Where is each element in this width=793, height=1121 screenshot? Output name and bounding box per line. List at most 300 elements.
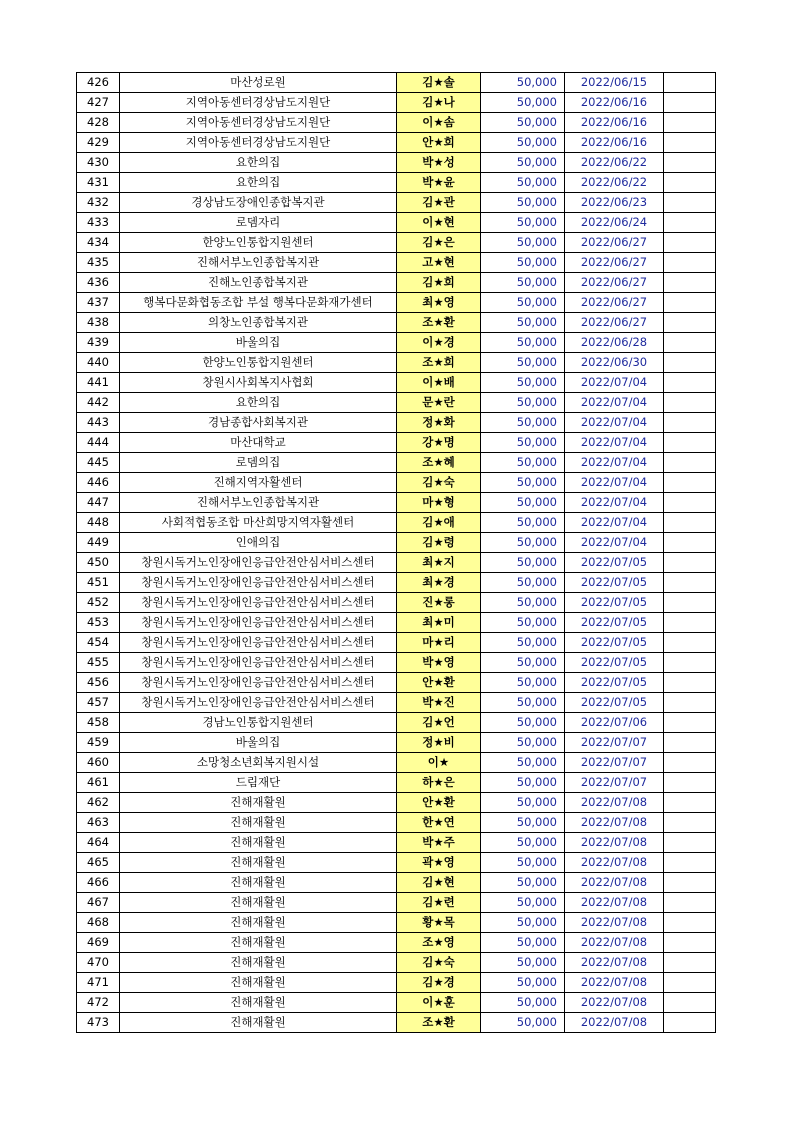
date-cell: 2022/06/23 — [565, 193, 664, 213]
row-number-cell: 452 — [77, 593, 120, 613]
blank-cell — [664, 133, 716, 153]
amount-cell: 50,000 — [481, 533, 565, 553]
organization-cell: 창원시독거노인장애인응급안전안심서비스센터 — [120, 673, 397, 693]
row-number-cell: 467 — [77, 893, 120, 913]
date-cell: 2022/07/05 — [565, 673, 664, 693]
amount-cell: 50,000 — [481, 973, 565, 993]
organization-cell: 진해노인종합복지관 — [120, 273, 397, 293]
recipient-name-cell: 김★언 — [397, 713, 481, 733]
blank-cell — [664, 753, 716, 773]
recipient-name-cell: 김★련 — [397, 893, 481, 913]
date-cell: 2022/07/05 — [565, 693, 664, 713]
date-cell: 2022/06/27 — [565, 313, 664, 333]
amount-cell: 50,000 — [481, 73, 565, 93]
row-number-cell: 460 — [77, 753, 120, 773]
blank-cell — [664, 293, 716, 313]
table-body — [77, 73, 716, 1033]
amount-cell: 50,000 — [481, 913, 565, 933]
organization-cell: 로뎀의집 — [120, 453, 397, 473]
date-cell: 2022/07/06 — [565, 713, 664, 733]
amount-cell: 50,000 — [481, 593, 565, 613]
recipient-name-cell: 정★화 — [397, 413, 481, 433]
recipient-name-cell: 김★관 — [397, 193, 481, 213]
amount-cell: 50,000 — [481, 333, 565, 353]
row-number-cell: 430 — [77, 153, 120, 173]
table-row — [77, 213, 716, 233]
table-row — [77, 133, 716, 153]
organization-cell: 진해재활원 — [120, 1013, 397, 1033]
row-number-cell: 465 — [77, 853, 120, 873]
date-cell: 2022/07/04 — [565, 433, 664, 453]
organization-cell: 진해재활원 — [120, 993, 397, 1013]
recipient-name-cell: 이★배 — [397, 373, 481, 393]
row-number-cell: 456 — [77, 673, 120, 693]
date-cell: 2022/07/04 — [565, 373, 664, 393]
amount-cell: 50,000 — [481, 373, 565, 393]
amount-cell: 50,000 — [481, 573, 565, 593]
table-row — [77, 173, 716, 193]
organization-cell: 경남노인통합지원센터 — [120, 713, 397, 733]
row-number-cell: 433 — [77, 213, 120, 233]
table-row — [77, 733, 716, 753]
organization-cell: 창원시독거노인장애인응급안전안심서비스센터 — [120, 593, 397, 613]
organization-cell: 인애의집 — [120, 533, 397, 553]
blank-cell — [664, 893, 716, 913]
organization-cell: 진해재활원 — [120, 873, 397, 893]
table-row — [77, 613, 716, 633]
date-cell: 2022/06/30 — [565, 353, 664, 373]
amount-cell: 50,000 — [481, 433, 565, 453]
date-cell: 2022/07/08 — [565, 933, 664, 953]
blank-cell — [664, 233, 716, 253]
amount-cell: 50,000 — [481, 253, 565, 273]
organization-cell: 사회적협동조합 마산희망지역자활센터 — [120, 513, 397, 533]
amount-cell: 50,000 — [481, 753, 565, 773]
organization-cell: 창원시독거노인장애인응급안전안심서비스센터 — [120, 653, 397, 673]
row-number-cell: 440 — [77, 353, 120, 373]
amount-cell: 50,000 — [481, 213, 565, 233]
date-cell: 2022/07/08 — [565, 993, 664, 1013]
table-row — [77, 533, 716, 553]
table-row — [77, 513, 716, 533]
blank-cell — [664, 613, 716, 633]
amount-cell: 50,000 — [481, 773, 565, 793]
date-cell: 2022/07/08 — [565, 873, 664, 893]
recipient-name-cell: 강★명 — [397, 433, 481, 453]
table-row — [77, 113, 716, 133]
table-row — [77, 833, 716, 853]
row-number-cell: 431 — [77, 173, 120, 193]
organization-cell: 진해재활원 — [120, 893, 397, 913]
organization-cell: 진해재활원 — [120, 793, 397, 813]
table-row — [77, 813, 716, 833]
amount-cell: 50,000 — [481, 153, 565, 173]
table-row — [77, 893, 716, 913]
recipient-name-cell: 박★윤 — [397, 173, 481, 193]
row-number-cell: 443 — [77, 413, 120, 433]
date-cell: 2022/07/07 — [565, 733, 664, 753]
organization-cell: 진해서부노인종합복지관 — [120, 493, 397, 513]
date-cell: 2022/06/28 — [565, 333, 664, 353]
organization-cell: 창원시사회복지사협회 — [120, 373, 397, 393]
row-number-cell: 441 — [77, 373, 120, 393]
date-cell: 2022/06/16 — [565, 93, 664, 113]
row-number-cell: 447 — [77, 493, 120, 513]
table-row — [77, 553, 716, 573]
table-row — [77, 273, 716, 293]
date-cell: 2022/06/27 — [565, 253, 664, 273]
blank-cell — [664, 413, 716, 433]
blank-cell — [664, 573, 716, 593]
row-number-cell: 454 — [77, 633, 120, 653]
recipient-name-cell: 조★혜 — [397, 453, 481, 473]
blank-cell — [664, 733, 716, 753]
amount-cell: 50,000 — [481, 833, 565, 853]
table-row — [77, 293, 716, 313]
date-cell: 2022/06/27 — [565, 233, 664, 253]
amount-cell: 50,000 — [481, 813, 565, 833]
organization-cell: 경남종합사회복지관 — [120, 413, 397, 433]
organization-cell: 의창노인종합복지관 — [120, 313, 397, 333]
row-number-cell: 438 — [77, 313, 120, 333]
organization-cell: 진해재활원 — [120, 913, 397, 933]
date-cell: 2022/07/04 — [565, 413, 664, 433]
organization-cell: 진해지역자활센터 — [120, 473, 397, 493]
date-cell: 2022/07/04 — [565, 393, 664, 413]
amount-cell: 50,000 — [481, 733, 565, 753]
table-row — [77, 493, 716, 513]
blank-cell — [664, 153, 716, 173]
table-row — [77, 73, 716, 93]
blank-cell — [664, 793, 716, 813]
blank-cell — [664, 473, 716, 493]
date-cell: 2022/07/08 — [565, 953, 664, 973]
amount-cell: 50,000 — [481, 693, 565, 713]
date-cell: 2022/06/16 — [565, 113, 664, 133]
date-cell: 2022/07/08 — [565, 913, 664, 933]
recipient-name-cell: 최★영 — [397, 293, 481, 313]
blank-cell — [664, 513, 716, 533]
organization-cell: 바울의집 — [120, 733, 397, 753]
table-row — [77, 193, 716, 213]
table-row — [77, 713, 716, 733]
row-number-cell: 458 — [77, 713, 120, 733]
date-cell: 2022/07/08 — [565, 853, 664, 873]
organization-cell: 창원시독거노인장애인응급안전안심서비스센터 — [120, 633, 397, 653]
organization-cell: 지역아동센터경상남도지원단 — [120, 133, 397, 153]
blank-cell — [664, 853, 716, 873]
organization-cell: 지역아동센터경상남도지원단 — [120, 113, 397, 133]
amount-cell: 50,000 — [481, 1013, 565, 1033]
blank-cell — [664, 173, 716, 193]
row-number-cell: 464 — [77, 833, 120, 853]
table-row — [77, 1013, 716, 1033]
table-row — [77, 253, 716, 273]
amount-cell: 50,000 — [481, 513, 565, 533]
row-number-cell: 437 — [77, 293, 120, 313]
table-row — [77, 373, 716, 393]
blank-cell — [664, 993, 716, 1013]
blank-cell — [664, 193, 716, 213]
amount-cell: 50,000 — [481, 93, 565, 113]
organization-cell: 드림재단 — [120, 773, 397, 793]
donation-table — [76, 72, 716, 1033]
row-number-cell: 451 — [77, 573, 120, 593]
date-cell: 2022/06/16 — [565, 133, 664, 153]
row-number-cell: 463 — [77, 813, 120, 833]
blank-cell — [664, 933, 716, 953]
row-number-cell: 455 — [77, 653, 120, 673]
row-number-cell: 469 — [77, 933, 120, 953]
amount-cell: 50,000 — [481, 873, 565, 893]
table-row — [77, 693, 716, 713]
table-row — [77, 353, 716, 373]
blank-cell — [664, 553, 716, 573]
table-row — [77, 873, 716, 893]
organization-cell: 지역아동센터경상남도지원단 — [120, 93, 397, 113]
table-row — [77, 93, 716, 113]
amount-cell: 50,000 — [481, 993, 565, 1013]
date-cell: 2022/07/04 — [565, 513, 664, 533]
recipient-name-cell: 이★ — [397, 753, 481, 773]
row-number-cell: 450 — [77, 553, 120, 573]
row-number-cell: 435 — [77, 253, 120, 273]
recipient-name-cell: 최★미 — [397, 613, 481, 633]
organization-cell: 진해재활원 — [120, 833, 397, 853]
recipient-name-cell: 문★란 — [397, 393, 481, 413]
organization-cell: 한양노인통합지원센터 — [120, 233, 397, 253]
organization-cell: 창원시독거노인장애인응급안전안심서비스센터 — [120, 613, 397, 633]
date-cell: 2022/07/08 — [565, 973, 664, 993]
row-number-cell: 436 — [77, 273, 120, 293]
date-cell: 2022/06/27 — [565, 293, 664, 313]
recipient-name-cell: 하★은 — [397, 773, 481, 793]
date-cell: 2022/07/08 — [565, 833, 664, 853]
organization-cell: 마산대학교 — [120, 433, 397, 453]
amount-cell: 50,000 — [481, 893, 565, 913]
table-row — [77, 913, 716, 933]
row-number-cell: 457 — [77, 693, 120, 713]
recipient-name-cell: 김★현 — [397, 873, 481, 893]
row-number-cell: 468 — [77, 913, 120, 933]
table-row — [77, 153, 716, 173]
amount-cell: 50,000 — [481, 633, 565, 653]
table-row — [77, 653, 716, 673]
amount-cell: 50,000 — [481, 673, 565, 693]
organization-cell: 진해서부노인종합복지관 — [120, 253, 397, 273]
row-number-cell: 428 — [77, 113, 120, 133]
table-row — [77, 973, 716, 993]
recipient-name-cell: 정★비 — [397, 733, 481, 753]
blank-cell — [664, 93, 716, 113]
amount-cell: 50,000 — [481, 933, 565, 953]
recipient-name-cell: 김★령 — [397, 533, 481, 553]
date-cell: 2022/07/04 — [565, 493, 664, 513]
table-row — [77, 953, 716, 973]
organization-cell: 진해재활원 — [120, 973, 397, 993]
row-number-cell: 470 — [77, 953, 120, 973]
row-number-cell: 462 — [77, 793, 120, 813]
date-cell: 2022/07/05 — [565, 553, 664, 573]
blank-cell — [664, 693, 716, 713]
amount-cell: 50,000 — [481, 713, 565, 733]
organization-cell: 창원시독거노인장애인응급안전안심서비스센터 — [120, 573, 397, 593]
blank-cell — [664, 1013, 716, 1033]
date-cell: 2022/06/24 — [565, 213, 664, 233]
amount-cell: 50,000 — [481, 653, 565, 673]
table-row — [77, 633, 716, 653]
date-cell: 2022/07/05 — [565, 653, 664, 673]
amount-cell: 50,000 — [481, 133, 565, 153]
row-number-cell: 471 — [77, 973, 120, 993]
blank-cell — [664, 273, 716, 293]
amount-cell: 50,000 — [481, 413, 565, 433]
blank-cell — [664, 973, 716, 993]
blank-cell — [664, 833, 716, 853]
blank-cell — [664, 953, 716, 973]
blank-cell — [664, 373, 716, 393]
date-cell: 2022/07/05 — [565, 613, 664, 633]
blank-cell — [664, 493, 716, 513]
date-cell: 2022/07/08 — [565, 1013, 664, 1033]
recipient-name-cell: 박★주 — [397, 833, 481, 853]
organization-cell: 요한의집 — [120, 153, 397, 173]
date-cell: 2022/06/22 — [565, 153, 664, 173]
amount-cell: 50,000 — [481, 273, 565, 293]
recipient-name-cell: 황★목 — [397, 913, 481, 933]
table-row — [77, 333, 716, 353]
blank-cell — [664, 313, 716, 333]
row-number-cell: 426 — [77, 73, 120, 93]
date-cell: 2022/07/04 — [565, 473, 664, 493]
table-row — [77, 413, 716, 433]
date-cell: 2022/06/22 — [565, 173, 664, 193]
blank-cell — [664, 653, 716, 673]
table-row — [77, 933, 716, 953]
blank-cell — [664, 453, 716, 473]
organization-cell: 한양노인통합지원센터 — [120, 353, 397, 373]
organization-cell: 요한의집 — [120, 393, 397, 413]
recipient-name-cell: 이★솜 — [397, 113, 481, 133]
amount-cell: 50,000 — [481, 473, 565, 493]
date-cell: 2022/06/15 — [565, 73, 664, 93]
table-row — [77, 773, 716, 793]
blank-cell — [664, 393, 716, 413]
recipient-name-cell: 한★연 — [397, 813, 481, 833]
date-cell: 2022/07/05 — [565, 633, 664, 653]
row-number-cell: 432 — [77, 193, 120, 213]
recipient-name-cell: 최★경 — [397, 573, 481, 593]
blank-cell — [664, 873, 716, 893]
recipient-name-cell: 진★롱 — [397, 593, 481, 613]
amount-cell: 50,000 — [481, 553, 565, 573]
date-cell: 2022/07/08 — [565, 793, 664, 813]
recipient-name-cell: 마★형 — [397, 493, 481, 513]
table-row — [77, 853, 716, 873]
blank-cell — [664, 333, 716, 353]
recipient-name-cell: 김★희 — [397, 273, 481, 293]
amount-cell: 50,000 — [481, 293, 565, 313]
amount-cell: 50,000 — [481, 613, 565, 633]
date-cell: 2022/07/07 — [565, 773, 664, 793]
date-cell: 2022/07/05 — [565, 573, 664, 593]
row-number-cell: 459 — [77, 733, 120, 753]
amount-cell: 50,000 — [481, 953, 565, 973]
row-number-cell: 473 — [77, 1013, 120, 1033]
organization-cell: 진해재활원 — [120, 933, 397, 953]
recipient-name-cell: 안★환 — [397, 673, 481, 693]
amount-cell: 50,000 — [481, 313, 565, 333]
organization-cell: 로뎀자리 — [120, 213, 397, 233]
row-number-cell: 444 — [77, 433, 120, 453]
blank-cell — [664, 433, 716, 453]
organization-cell: 경상남도장애인종합복지관 — [120, 193, 397, 213]
blank-cell — [664, 113, 716, 133]
recipient-name-cell: 안★희 — [397, 133, 481, 153]
organization-cell: 진해재활원 — [120, 813, 397, 833]
row-number-cell: 449 — [77, 533, 120, 553]
organization-cell: 바울의집 — [120, 333, 397, 353]
recipient-name-cell: 박★영 — [397, 653, 481, 673]
recipient-name-cell: 이★경 — [397, 333, 481, 353]
table-row — [77, 573, 716, 593]
table-row — [77, 453, 716, 473]
table-row — [77, 673, 716, 693]
amount-cell: 50,000 — [481, 233, 565, 253]
table-row — [77, 793, 716, 813]
table-row — [77, 993, 716, 1013]
organization-cell: 진해재활원 — [120, 853, 397, 873]
row-number-cell: 461 — [77, 773, 120, 793]
blank-cell — [664, 773, 716, 793]
organization-cell: 요한의집 — [120, 173, 397, 193]
row-number-cell: 442 — [77, 393, 120, 413]
recipient-name-cell: 마★리 — [397, 633, 481, 653]
table-row — [77, 473, 716, 493]
amount-cell: 50,000 — [481, 853, 565, 873]
recipient-name-cell: 박★성 — [397, 153, 481, 173]
amount-cell: 50,000 — [481, 493, 565, 513]
organization-cell: 창원시독거노인장애인응급안전안심서비스센터 — [120, 693, 397, 713]
table-row — [77, 313, 716, 333]
blank-cell — [664, 713, 716, 733]
row-number-cell: 445 — [77, 453, 120, 473]
recipient-name-cell: 곽★영 — [397, 853, 481, 873]
blank-cell — [664, 73, 716, 93]
recipient-name-cell: 조★영 — [397, 933, 481, 953]
blank-cell — [664, 533, 716, 553]
row-number-cell: 472 — [77, 993, 120, 1013]
recipient-name-cell: 박★진 — [397, 693, 481, 713]
blank-cell — [664, 673, 716, 693]
row-number-cell: 466 — [77, 873, 120, 893]
amount-cell: 50,000 — [481, 353, 565, 373]
recipient-name-cell: 김★은 — [397, 233, 481, 253]
row-number-cell: 439 — [77, 333, 120, 353]
amount-cell: 50,000 — [481, 173, 565, 193]
recipient-name-cell: 김★솔 — [397, 73, 481, 93]
row-number-cell: 448 — [77, 513, 120, 533]
recipient-name-cell: 김★애 — [397, 513, 481, 533]
date-cell: 2022/07/08 — [565, 893, 664, 913]
amount-cell: 50,000 — [481, 793, 565, 813]
blank-cell — [664, 633, 716, 653]
table-row — [77, 433, 716, 453]
recipient-name-cell: 김★숙 — [397, 953, 481, 973]
recipient-name-cell: 김★숙 — [397, 473, 481, 493]
date-cell: 2022/07/05 — [565, 593, 664, 613]
table-row — [77, 593, 716, 613]
